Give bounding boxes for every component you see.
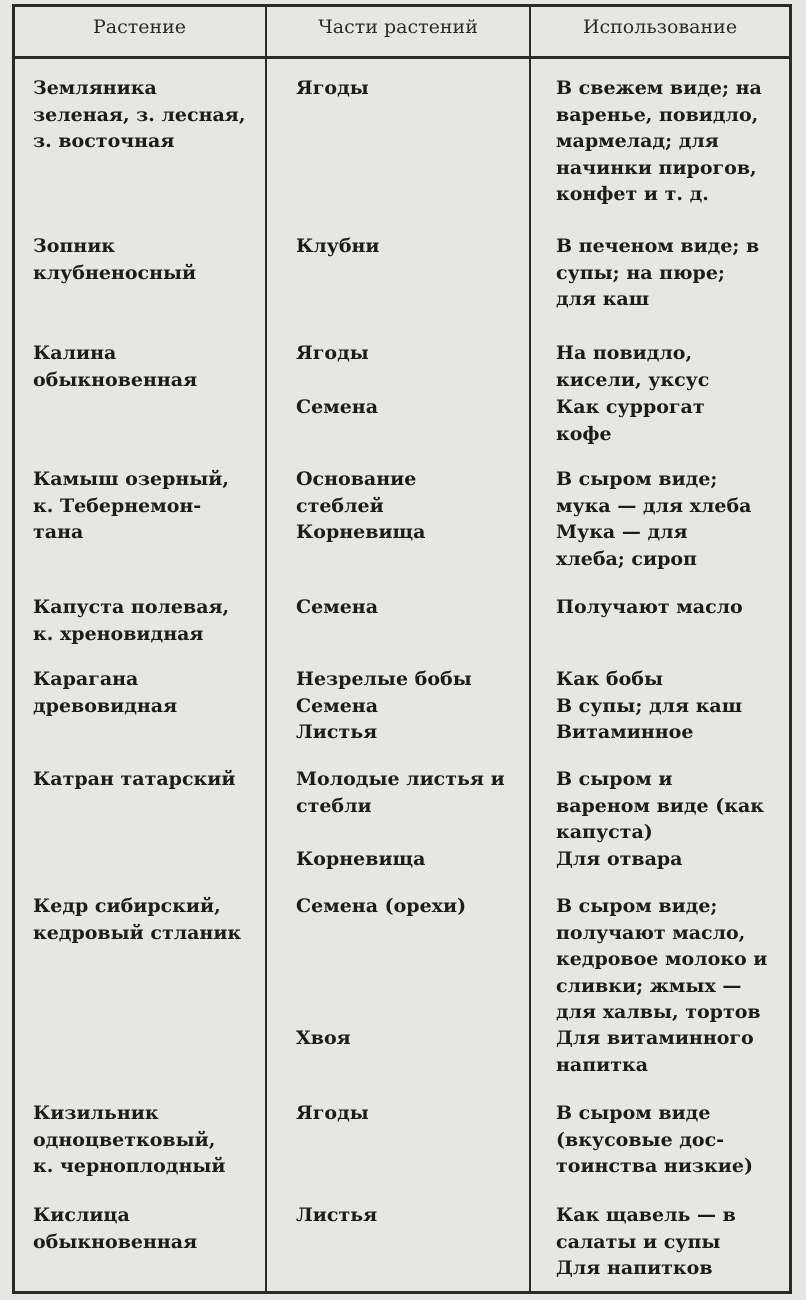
- plant-name: Зопник клубненосный: [33, 235, 197, 284]
- plant-usage: В сыром виде; мука — для хлеба Мука — для хлеба; сироп: [556, 468, 752, 570]
- plant-part: Корневища: [296, 848, 426, 870]
- header-plant-parts: Части растений: [318, 16, 478, 38]
- column-divider: [529, 4, 531, 1294]
- plant-usage: Получают масло: [556, 596, 743, 618]
- plant-usage: На повидло, кисели, уксус: [556, 342, 710, 391]
- plant-part: Ягоды: [296, 77, 369, 99]
- plant-name: Катран татарский: [33, 768, 236, 790]
- plant-usage: Как суррогат кофе: [556, 396, 705, 445]
- header-usage: Использование: [582, 16, 738, 38]
- column-divider: [265, 4, 267, 1294]
- plant-part: Основание стеблей Корневища: [296, 468, 426, 543]
- plant-part: Семена: [296, 596, 379, 618]
- header-divider: [12, 56, 792, 59]
- plant-usage: Как бобы В супы; для каш Витаминное: [556, 668, 743, 743]
- plant-name: Кедр сибирский, кедровый стланик: [33, 895, 242, 944]
- plant-name: Капуста полевая, к. хреновидная: [33, 596, 230, 645]
- plant-usage: В сыром и вареном виде (как капуста): [556, 768, 764, 843]
- plant-usage: Для отвара: [556, 848, 683, 870]
- plant-usage: Как щавель — в салаты и супы Для напитков: [556, 1204, 736, 1279]
- plant-name: Калина обыкновенная: [33, 342, 198, 391]
- plant-name: Карагана древовидная: [33, 668, 178, 717]
- plant-part: Молодые листья и стебли: [296, 768, 505, 817]
- plant-usage: В сыром виде (вкусовые дос- тоинства низкие): [556, 1102, 753, 1177]
- plant-name: Кислица обыкновенная: [33, 1204, 198, 1253]
- plant-part: Листья: [296, 1204, 378, 1226]
- plant-usage: В сыром виде; получают масло, кедровое молоко и сливки; жмых — для халвы, тортов: [556, 895, 768, 1023]
- plant-part: Ягоды: [296, 342, 369, 364]
- plant-part: Семена (орехи): [296, 895, 467, 917]
- plant-name: Кизильник одноцветковый, к. черноплодный: [33, 1102, 226, 1177]
- plant-part: Семена: [296, 396, 379, 418]
- plant-usage: Для витаминного напитка: [556, 1027, 754, 1076]
- header-plant: Растение: [92, 16, 187, 38]
- plant-name: Камыш озерный, к. Тебернемон- тана: [33, 468, 230, 543]
- plant-part: Незрелые бобы Семена Листья: [296, 668, 472, 743]
- plant-usage: В печеном виде; в супы; на пюре; для каш: [556, 235, 760, 310]
- plant-part: Клубни: [296, 235, 380, 257]
- plant-part: Ягоды: [296, 1102, 369, 1124]
- plant-name: Земляника зеленая, з. лесная, з. восточная: [33, 77, 246, 152]
- plant-part: Хвоя: [296, 1027, 351, 1049]
- plant-usage: В свежем виде; на варенье, повидло, мармелад; для начинки пирогов, конфет и т. д.: [556, 77, 762, 205]
